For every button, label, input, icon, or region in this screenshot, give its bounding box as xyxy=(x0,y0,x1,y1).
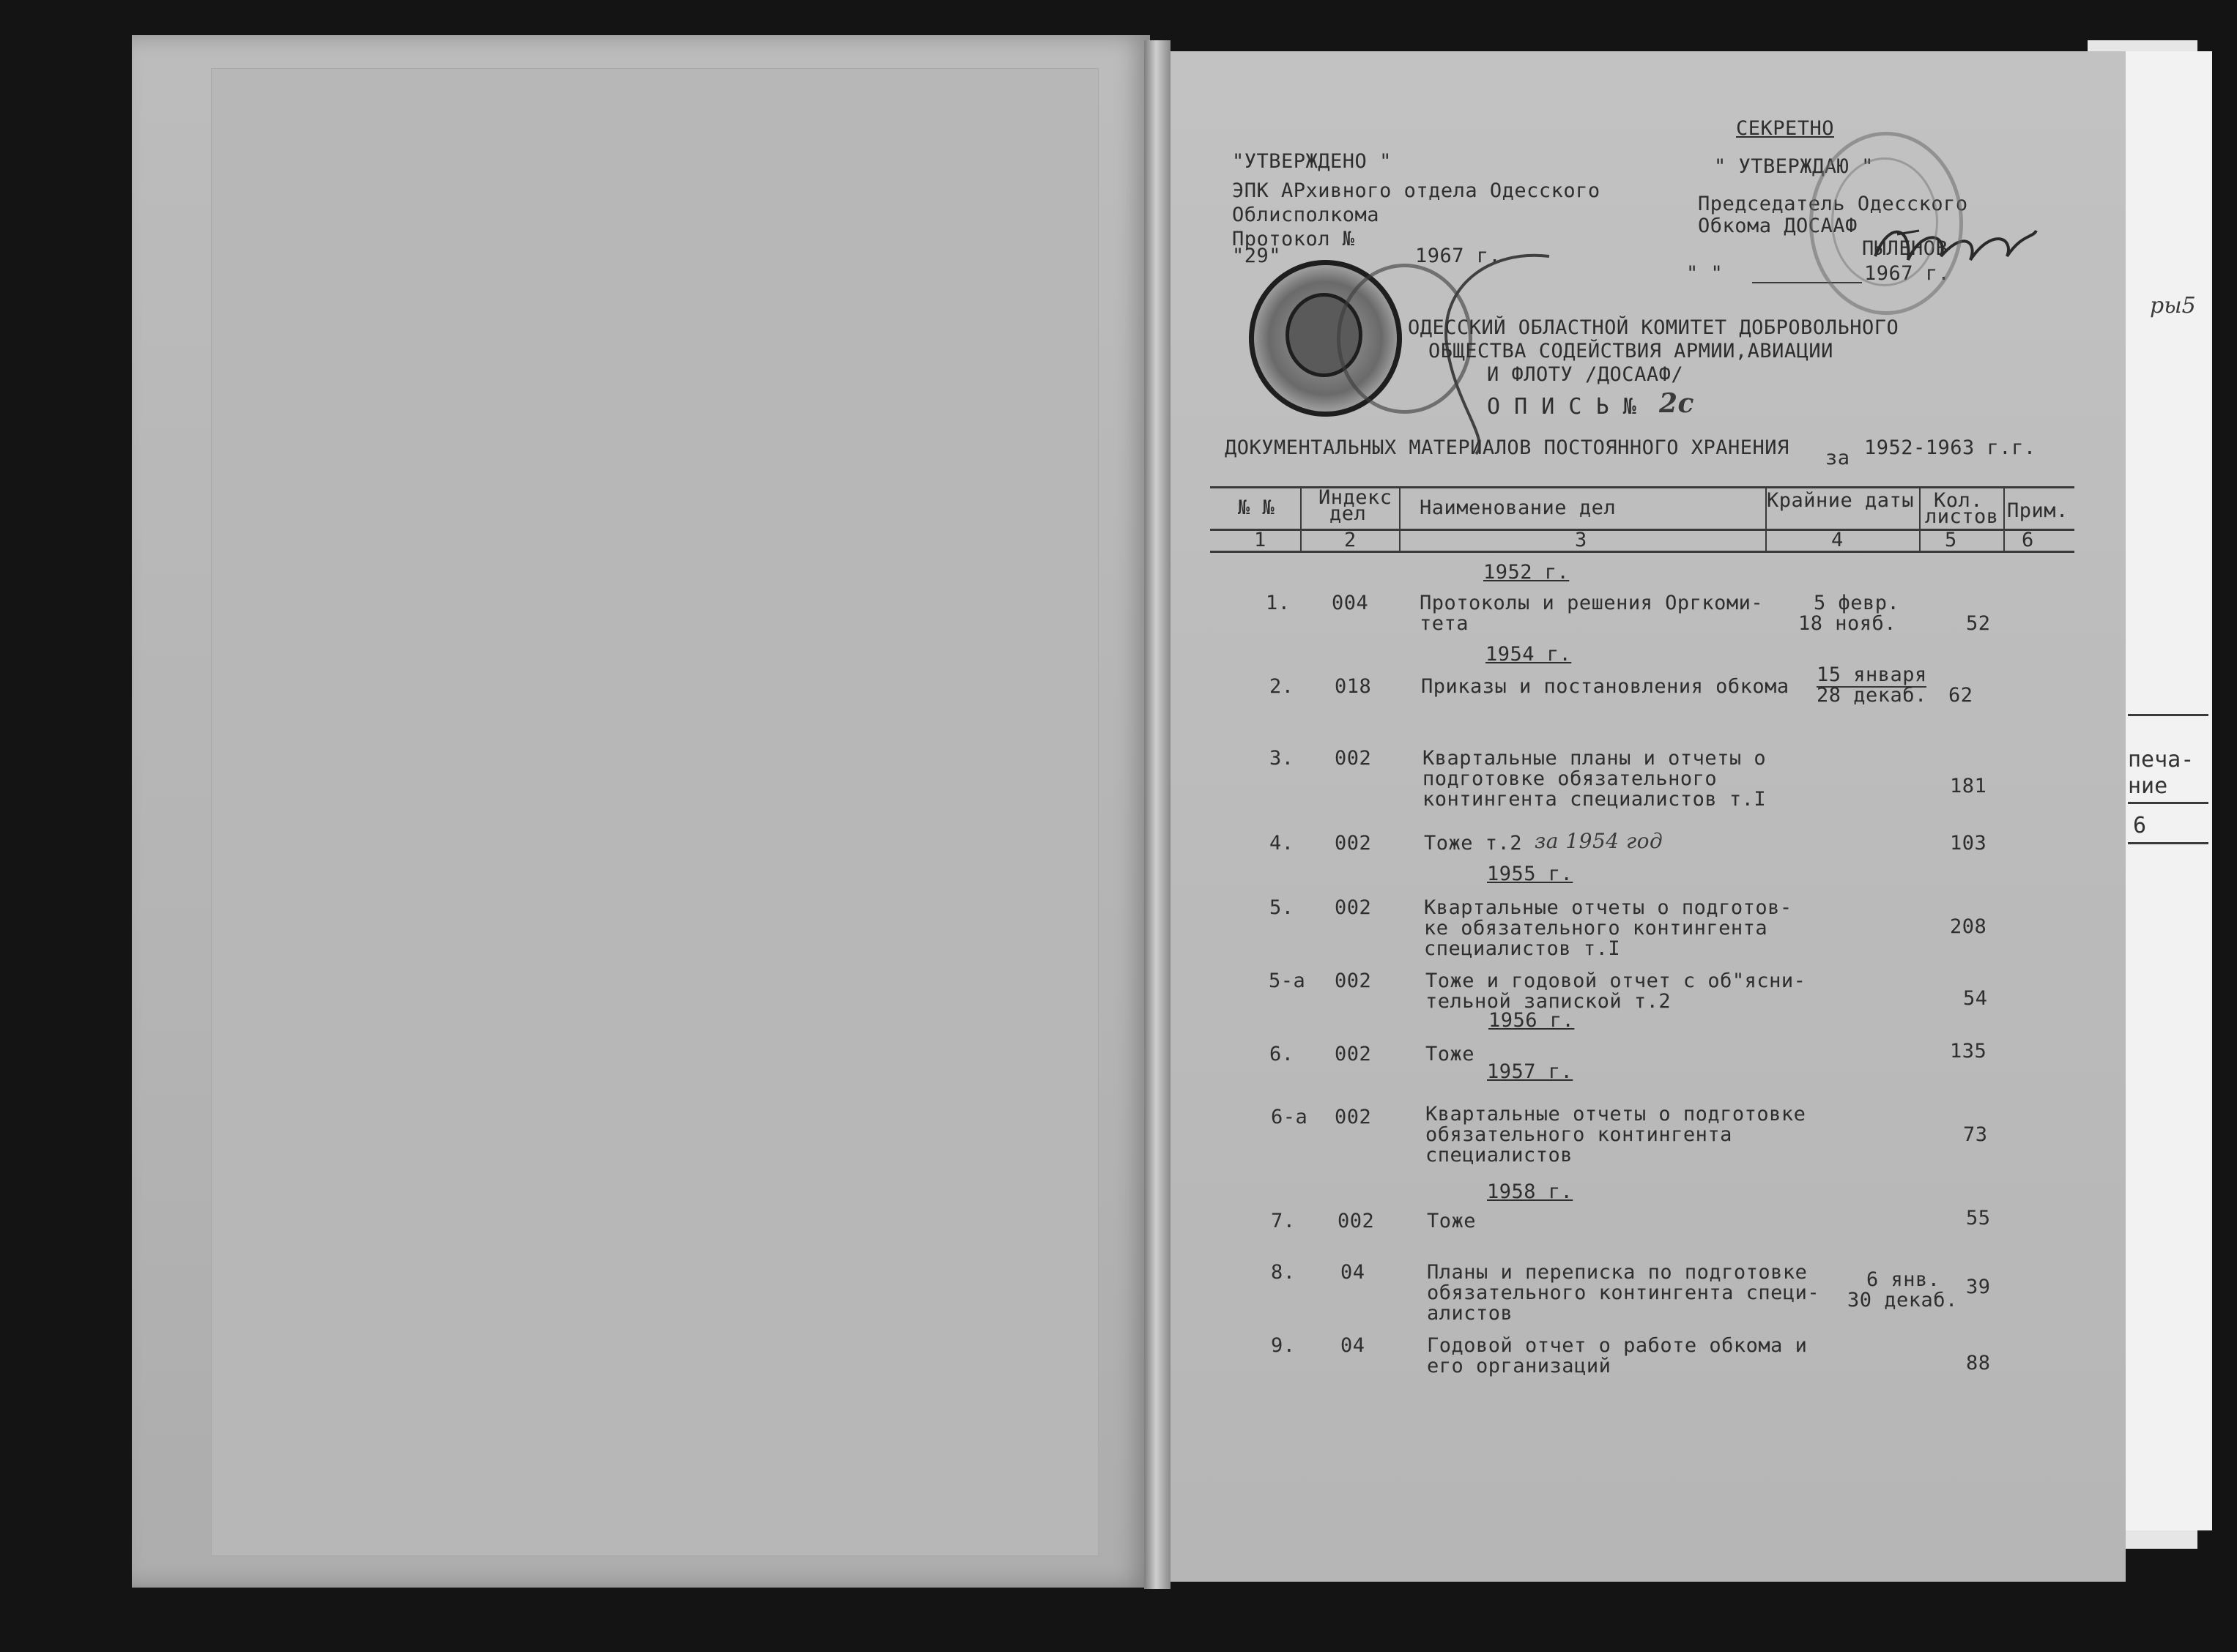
row-number: 6. xyxy=(1269,1043,1294,1065)
row-title: его организаций xyxy=(1427,1355,1611,1377)
row-sheets: 135 xyxy=(1950,1040,1987,1063)
row-title: Планы и переписка по подготовке xyxy=(1427,1261,1808,1284)
org-line: ОДЕССКИЙ ОБЛАСТНОЙ КОМИТЕТ ДОБРОВОЛЬНОГО xyxy=(1408,316,1899,339)
column-separator xyxy=(1399,486,1401,551)
row-date: 18 нояб. xyxy=(1798,612,1897,635)
row-index: 002 xyxy=(1335,1043,1372,1065)
row-sheets: 181 xyxy=(1950,775,1987,797)
header-sheets: Кол. xyxy=(1934,489,1984,512)
row-index: 002 xyxy=(1335,832,1372,855)
row-number: 3. xyxy=(1269,747,1294,770)
row-sheets: 54 xyxy=(1963,987,1988,1010)
row-number: 8. xyxy=(1271,1261,1296,1284)
row-sheets: 73 xyxy=(1963,1123,1988,1146)
edge-rule xyxy=(2128,842,2208,844)
row-index: 002 xyxy=(1335,970,1372,992)
row-title: Годовой отчет о работе обкома и xyxy=(1427,1334,1808,1357)
row-title: специалистов т.I xyxy=(1424,937,1621,960)
approved-line: Облисполкома xyxy=(1232,204,1380,226)
approve-year: 1967 г. xyxy=(1864,262,1951,285)
edge-fragment: печа- xyxy=(2128,747,2195,773)
approved-line: ЭПК АРхивного отдела Одесского xyxy=(1232,179,1600,202)
row-index: 002 xyxy=(1338,1210,1375,1232)
subtitle-za: за xyxy=(1825,447,1850,469)
row-number: 7. xyxy=(1271,1210,1296,1232)
year-heading: 1956 г. xyxy=(1488,1009,1575,1032)
org-line: И ФЛОТУ /ДОСААФ/ xyxy=(1487,363,1684,386)
row-title: Тоже т.2 xyxy=(1424,832,1523,855)
row-number: 1. xyxy=(1266,592,1291,614)
year-heading: 1958 г. xyxy=(1487,1180,1573,1203)
row-index: 04 xyxy=(1340,1261,1365,1284)
row-index: 004 xyxy=(1332,592,1369,614)
row-title: Квартальные отчеты о подготов- xyxy=(1424,896,1792,919)
approved-label: "УТВЕРЖДЕНО " xyxy=(1232,150,1392,173)
edge-fragment-handwritten: ры5 xyxy=(2150,293,2196,319)
row-title: обязательного контингента специ- xyxy=(1427,1281,1820,1304)
row-index: 04 xyxy=(1340,1334,1365,1357)
row-title: контингента специалистов т.I xyxy=(1422,788,1767,811)
row-sheets: 62 xyxy=(1948,684,1973,707)
header-sheets: листов xyxy=(1925,505,1999,528)
row-sheets: 208 xyxy=(1950,915,1987,938)
column-separator xyxy=(1300,486,1302,551)
subtitle-period: 1952-1963 г.г. xyxy=(1864,436,2036,459)
row-index: 018 xyxy=(1335,675,1372,698)
row-title: алистов xyxy=(1427,1302,1513,1325)
edge-rule xyxy=(2128,714,2208,716)
approved-line: Протокол № xyxy=(1232,228,1355,250)
inventory-title: О П И С Ь № xyxy=(1487,394,1637,420)
column-number: 1 xyxy=(1254,529,1266,551)
row-number: 2. xyxy=(1269,675,1294,698)
row-title: Квартальные планы и отчеты о xyxy=(1422,747,1767,770)
row-number: 5-а xyxy=(1269,970,1306,992)
edge-fragment: 6 xyxy=(2133,813,2147,838)
year-heading: 1954 г. xyxy=(1485,643,1572,666)
year-heading: 1957 г. xyxy=(1487,1060,1573,1083)
row-sheets: 39 xyxy=(1966,1276,1991,1298)
approve-name: ПЫЛЕНОВ xyxy=(1862,237,1948,260)
row-number: 9. xyxy=(1271,1334,1296,1357)
row-number: 5. xyxy=(1269,896,1294,919)
row-number: 4. xyxy=(1269,832,1294,855)
approved-year: 1967 г. xyxy=(1415,245,1502,267)
row-index: 002 xyxy=(1335,747,1372,770)
column-number: 5 xyxy=(1945,529,1957,551)
row-title: Квартальные отчеты о подготовке xyxy=(1425,1103,1806,1125)
column-number: 6 xyxy=(2022,529,2034,551)
row-sheets: 55 xyxy=(1966,1207,1991,1229)
row-title: обязательного контингента xyxy=(1425,1123,1732,1146)
row-index: 002 xyxy=(1335,896,1372,919)
edge-fragment: ние xyxy=(2128,773,2168,799)
approve-quotes: " " xyxy=(1686,262,1724,285)
column-separator xyxy=(1919,486,1921,551)
edge-rule xyxy=(2128,802,2208,804)
header-notes: Прим. xyxy=(2007,499,2069,522)
header-no: № № xyxy=(1238,496,1275,519)
approve-line: Обкома ДОСААФ xyxy=(1698,215,1858,237)
row-sheets: 52 xyxy=(1966,612,1991,635)
header-name: Наименование дел xyxy=(1420,496,1617,519)
row-index: 002 xyxy=(1335,1106,1372,1128)
row-title: Приказы и постановления обкома xyxy=(1421,675,1789,698)
row-title: ке обязательного контингента xyxy=(1424,917,1768,940)
year-heading: 1952 г. xyxy=(1483,561,1570,584)
row-number: 6-а xyxy=(1271,1106,1308,1128)
approved-date: "29" xyxy=(1232,245,1282,267)
approve-label: " УТВЕРЖДАЮ " xyxy=(1714,155,1874,178)
column-number: 3 xyxy=(1575,529,1587,551)
row-title: Тоже xyxy=(1425,1043,1475,1065)
left-page-inner xyxy=(211,68,1099,1556)
column-separator xyxy=(2003,486,2005,551)
header-index: дел xyxy=(1329,502,1367,525)
row-sheets: 88 xyxy=(1966,1352,1991,1374)
row-title: тельной запиской т.2 xyxy=(1425,990,1672,1013)
inventory-number: 2с xyxy=(1659,388,1694,419)
year-heading: 1955 г. xyxy=(1487,863,1573,885)
approve-line: Председатель Одесского xyxy=(1698,193,1968,215)
stamp-right-inner xyxy=(1831,157,1938,286)
row-date: 15 января xyxy=(1817,663,1927,686)
column-number: 4 xyxy=(1831,529,1844,551)
row-title: специалистов xyxy=(1425,1144,1573,1167)
row-date: 30 декаб. xyxy=(1847,1289,1958,1311)
org-line: ОБЩЕСТВА СОДЕЙСТВИЯ АРМИИ,АВИАЦИИ xyxy=(1428,340,1833,362)
left-page-blank xyxy=(132,35,1150,1588)
handwritten-note: за 1954 год xyxy=(1535,829,1663,853)
row-title: Тоже xyxy=(1427,1210,1477,1232)
row-title: тета xyxy=(1420,612,1469,635)
column-number: 2 xyxy=(1344,529,1357,551)
row-title: Протоколы и решения Оргкоми- xyxy=(1420,592,1764,614)
row-sheets: 103 xyxy=(1950,832,1987,855)
row-title: Тоже и годовой отчет с об"ясни- xyxy=(1425,970,1806,992)
row-date: 5 февр. xyxy=(1814,592,1900,614)
book-spine xyxy=(1144,40,1171,1589)
row-date: 6 янв. xyxy=(1866,1268,1940,1291)
row-title: подготовке обязательного xyxy=(1422,767,1718,790)
header-index: Индекс xyxy=(1318,486,1392,509)
row-date: 28 декаб. xyxy=(1817,684,1927,707)
subtitle-text: ДОКУМЕНТАЛЬНЫХ МАТЕРИАЛОВ ПОСТОЯННОГО ХРАНЕНИЯ xyxy=(1225,436,1789,459)
secret-label: СЕКРЕТНО xyxy=(1736,117,1835,140)
header-dates: Крайние даты xyxy=(1767,489,1915,512)
